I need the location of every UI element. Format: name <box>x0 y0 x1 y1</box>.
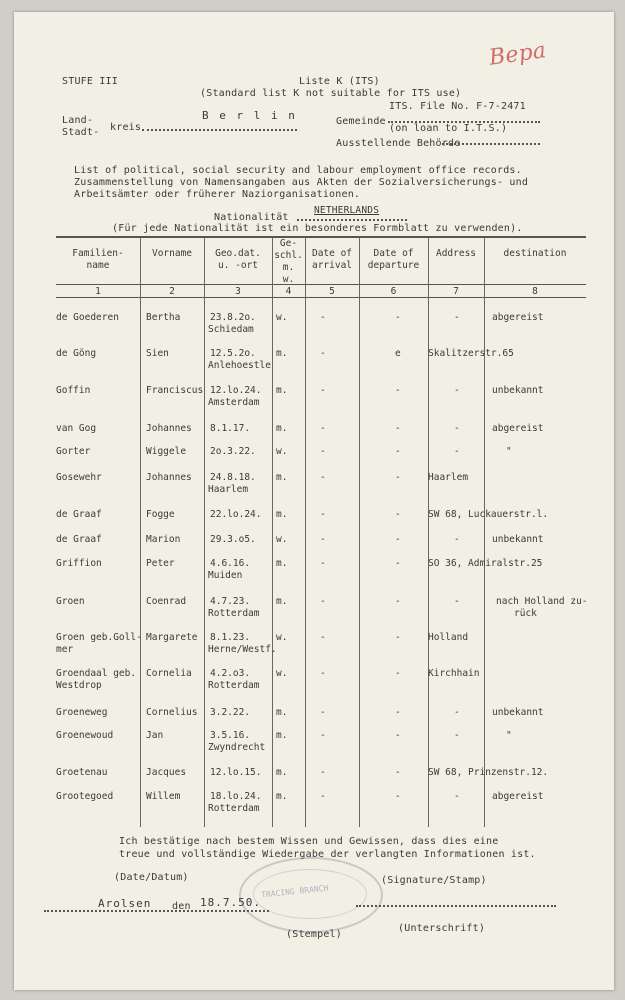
cell-date-departure: - <box>395 312 401 323</box>
cell-familienname: Gorter <box>56 446 91 457</box>
cell-geschlecht: m. <box>276 596 288 607</box>
nationality-note: (Für jede Nationalität ist ein besonderes Formblatt zu verwenden). <box>112 223 523 234</box>
cell-geschlecht: w. <box>276 446 288 457</box>
handwritten-annotation: Bepa <box>487 38 548 71</box>
cell-address: SO 36, Admiralstr.25 <box>428 558 543 569</box>
cell-date-arrival: - <box>320 730 326 741</box>
cell-vorname: Fogge <box>146 509 175 520</box>
cell-destination: " <box>506 446 512 457</box>
cell-geburtsdatum: 4.7.23. <box>210 596 251 607</box>
cell-destination: unbekannt <box>492 385 544 396</box>
cell-date-departure: - <box>395 558 401 569</box>
cell-familienname: de Graaf <box>56 534 102 545</box>
cell-address: Holland <box>428 632 469 643</box>
cell-vorname: Bertha <box>146 312 181 323</box>
column-number-3: 3 <box>235 286 241 297</box>
cell-date-arrival: - <box>320 668 326 679</box>
list-description-de-1: Zusammenstellung von Namensangaben aus Akten der Sozialversicherungs- und <box>74 177 529 188</box>
stamp-text: TRACING BRANCH <box>260 883 329 900</box>
cell-familienname: Grootegoed <box>56 791 114 802</box>
cell-geburtsdatum: 3.5.16. <box>210 730 251 741</box>
cell-vorname: Cornelius <box>146 707 198 718</box>
cell-familienname: Groen <box>56 596 85 607</box>
cell-geschlecht: m. <box>276 509 288 520</box>
cell-date-arrival: - <box>320 509 326 520</box>
cell-vorname: Coenrad <box>146 596 187 607</box>
cell-date-departure: e <box>395 348 401 359</box>
cell-geburtsdatum: 23.8.2o. <box>210 312 256 323</box>
cell-address: - <box>454 423 460 434</box>
cell-geburtsdatum: 3.2.22. <box>210 707 251 718</box>
column-number-6: 6 <box>390 286 397 297</box>
column-divider <box>305 237 306 827</box>
column-divider <box>484 237 485 827</box>
cell-date-departure: - <box>395 509 401 520</box>
cell-geschlecht: m. <box>276 558 288 569</box>
kreis-label: kreis <box>110 122 142 133</box>
cell-geburtsdatum: 18.lo.24. <box>210 791 262 802</box>
nationality-dotted-line <box>297 219 407 221</box>
tracing-branch-stamp <box>239 857 383 933</box>
cell-familienname: Groen geb.Goll- <box>56 632 142 643</box>
cell-geburtsort: Haarlem <box>208 484 249 495</box>
document-page <box>14 12 614 990</box>
cell-vorname: Sien <box>146 348 169 359</box>
cell-date-arrival: - <box>320 348 326 359</box>
cell-destination: abgereist <box>492 791 544 802</box>
cell-familienname: de Göng <box>56 348 97 359</box>
signature-dotted-line <box>356 905 556 907</box>
list-description-de-2: Arbeitsämter oder früherer Naziorganisationen. <box>74 189 361 200</box>
cell-date-departure: - <box>395 632 401 643</box>
land-label: Land- <box>62 115 94 126</box>
cell-address: - <box>454 707 460 718</box>
column-header-5: Date of arrival <box>311 248 353 271</box>
cell-vorname: Johannes <box>146 423 192 434</box>
cell-geschlecht: m. <box>276 791 288 802</box>
cell-date-arrival: - <box>320 558 326 569</box>
cell-address: - <box>454 730 460 741</box>
confirmation-line-2: treue und vollständige Wiedergabe der verlangten Informationen ist. <box>119 849 536 860</box>
ausstellende-label: Ausstellende Behörde <box>336 138 461 149</box>
column-number-8: 8 <box>532 286 538 297</box>
on-loan-note: (on loan to I.T.S.) <box>389 123 508 134</box>
cell-familienname: Gosewehr <box>56 472 102 483</box>
cell-geburtsort: Muiden <box>208 570 243 581</box>
cell-vorname: Johannes <box>146 472 192 483</box>
cell-date-arrival: - <box>320 312 326 323</box>
cell-geschlecht: w. <box>276 312 288 323</box>
date-value: 18.7.50. <box>200 896 261 909</box>
cell-familienname: Goffin <box>56 385 91 396</box>
cell-destination: abgereist <box>492 312 544 323</box>
cell-destination-cont: rück <box>514 608 537 619</box>
cell-date-arrival: - <box>320 446 326 457</box>
cell-date-departure: - <box>395 596 401 607</box>
cell-date-arrival: - <box>320 534 326 545</box>
cell-vorname: Wiggele <box>146 446 187 457</box>
behoerde-dotted-line <box>442 143 540 145</box>
stempel-label: (Stempel) <box>286 929 342 940</box>
cell-geburtsort: Anlehoestle <box>208 360 271 371</box>
cell-date-departure: - <box>395 472 401 483</box>
cell-geschlecht: m. <box>276 767 288 778</box>
liste-subtitle: (Standard list K not suitable for ITS use) <box>200 88 462 99</box>
column-header-7: Address <box>435 248 477 259</box>
table-top-rule <box>56 236 586 238</box>
cell-address: Kirchhain <box>428 668 480 679</box>
cell-address: SW 68, Luckauerstr.l. <box>428 509 549 520</box>
date-label: (Date/Datum) <box>114 872 189 883</box>
cell-date-arrival: - <box>320 767 326 778</box>
cell-geschlecht: m. <box>276 707 288 718</box>
column-number-1: 1 <box>95 286 101 297</box>
cell-address: - <box>454 596 460 607</box>
cell-destination: nach Holland zu- <box>496 596 588 607</box>
cell-familienname: Groeneweg <box>56 707 108 718</box>
cell-familienname: Groendaal geb. <box>56 668 137 679</box>
cell-vorname: Jacques <box>146 767 187 778</box>
column-divider <box>204 237 205 827</box>
cell-geburtsdatum: 22.lo.24. <box>210 509 262 520</box>
cell-geburtsdatum: 2o.3.22. <box>210 446 256 457</box>
cell-address: - <box>454 534 460 545</box>
column-number-5: 5 <box>329 286 335 297</box>
cell-familienname: de Goederen <box>56 312 119 323</box>
cell-date-arrival: - <box>320 423 326 434</box>
cell-date-arrival: - <box>320 707 326 718</box>
cell-geschlecht: m. <box>276 348 288 359</box>
cell-date-arrival: - <box>320 632 326 643</box>
cell-geburtsdatum: 8.1.23. <box>210 632 251 643</box>
cell-date-arrival: - <box>320 791 326 802</box>
column-divider <box>140 237 141 827</box>
signature-label: (Signature/Stamp) <box>381 875 487 886</box>
cell-geburtsdatum: 4.2.o3. <box>210 668 251 679</box>
cell-geburtsdatum: 12.5.2o. <box>210 348 256 359</box>
cell-geschlecht: m. <box>276 423 288 434</box>
cell-geschlecht: m. <box>276 472 288 483</box>
cell-familienname: Griffion <box>56 558 102 569</box>
cell-geburtsdatum: 29.3.o5. <box>210 534 256 545</box>
cell-familienname: van Gog <box>56 423 97 434</box>
cell-geschlecht: m. <box>276 730 288 741</box>
cell-date-departure: - <box>395 668 401 679</box>
cell-familienname: Groenewoud <box>56 730 114 741</box>
kreis-dotted-line <box>142 129 297 131</box>
cell-date-departure: - <box>395 534 401 545</box>
list-description-en: List of political, social security and labour employment office records. <box>74 165 522 176</box>
cell-address: - <box>454 791 460 802</box>
cell-address: SW 68, Prinzenstr.12. <box>428 767 549 778</box>
cell-date-arrival: - <box>320 385 326 396</box>
cell-vorname: Peter <box>146 558 175 569</box>
table-header-rule <box>56 284 586 285</box>
cell-familienname-cont: mer <box>56 644 74 655</box>
cell-geburtsort: Herne/Westf. <box>208 644 277 655</box>
column-divider <box>359 237 360 827</box>
nationality-value: NETHERLANDS <box>314 205 380 216</box>
column-number-7: 7 <box>453 286 459 297</box>
cell-vorname: Cornelia <box>146 668 192 679</box>
cell-geburtsort: Rotterdam <box>208 608 260 619</box>
cell-geburtsdatum: 12.lo.15. <box>210 767 262 778</box>
date-dotted-line <box>44 910 269 912</box>
cell-geburtsort: Amsterdam <box>208 397 260 408</box>
cell-geburtsort: Zwyndrecht <box>208 742 266 753</box>
cell-geschlecht: m. <box>276 385 288 396</box>
cell-date-arrival: - <box>320 596 326 607</box>
liste-title: Liste K (ITS) <box>299 76 380 87</box>
cell-geburtsdatum: 24.8.18. <box>210 472 256 483</box>
column-header-3: Geo.dat. u. -ort <box>215 248 261 271</box>
nationalitaet-label: Nationalität <box>214 212 289 223</box>
cell-address: - <box>454 446 460 457</box>
column-header-8: destination <box>503 248 567 259</box>
cell-vorname: Willem <box>146 791 181 802</box>
stadt-label: Stadt- <box>62 127 100 138</box>
cell-vorname: Margarete <box>146 632 198 643</box>
gemeinde-label: Gemeinde <box>336 116 386 127</box>
unterschrift-label: (Unterschrift) <box>398 923 486 934</box>
column-header-1: Familien- name <box>72 248 124 271</box>
column-header-6: Date of departure <box>367 248 420 271</box>
cell-address: Haarlem <box>428 472 469 483</box>
cell-familienname: de Graaf <box>56 509 102 520</box>
cell-date-departure: - <box>395 423 401 434</box>
cell-geburtsort: Schiedam <box>208 324 254 335</box>
column-divider <box>428 237 429 827</box>
cell-destination: unbekannt <box>492 534 544 545</box>
cell-date-departure: - <box>395 385 401 396</box>
cell-geschlecht: w. <box>276 534 288 545</box>
den-label: den <box>172 901 191 912</box>
cell-geburtsdatum: 8.1.17. <box>210 423 251 434</box>
column-header-4: Ge- schl. m. w. <box>274 238 303 285</box>
column-header-2: Vorname <box>151 248 193 259</box>
cell-geburtsdatum: 4.6.16. <box>210 558 251 569</box>
stufe-label: STUFE III <box>62 76 118 87</box>
cell-destination: " <box>506 730 512 741</box>
cell-geburtsdatum: 12.lo.24. <box>210 385 262 396</box>
cell-familienname-cont: Westdrop <box>56 680 102 691</box>
cell-vorname: Jan <box>146 730 164 741</box>
cell-destination: abgereist <box>492 423 544 434</box>
cell-date-departure: - <box>395 791 401 802</box>
cell-address: - <box>454 312 460 323</box>
cell-date-departure: - <box>395 707 401 718</box>
cell-geschlecht: w. <box>276 668 288 679</box>
cell-familienname: Groetenau <box>56 767 108 778</box>
place-value: Arolsen <box>98 897 152 910</box>
cell-vorname: Franciscus <box>146 385 204 396</box>
cell-date-departure: - <box>395 446 401 457</box>
kreis-value: B e r l i n <box>202 109 297 122</box>
column-divider <box>272 237 273 827</box>
cell-vorname: Marion <box>146 534 181 545</box>
cell-date-departure: - <box>395 767 401 778</box>
column-number-2: 2 <box>169 286 175 297</box>
its-file-number: ITS. File No. F-7-2471 <box>389 101 526 112</box>
cell-address: - <box>454 385 460 396</box>
cell-date-arrival: - <box>320 472 326 483</box>
cell-geburtsort: Rotterdam <box>208 680 260 691</box>
cell-geburtsort: Rotterdam <box>208 803 260 814</box>
column-number-4: 4 <box>285 286 292 297</box>
cell-destination: unbekannt <box>492 707 544 718</box>
cell-address: Skalitzerstr.65 <box>428 348 514 359</box>
cell-date-departure: - <box>395 730 401 741</box>
cell-geschlecht: w. <box>276 632 288 643</box>
confirmation-line-1: Ich bestätige nach bestem Wissen und Gewissen, dass dies eine <box>119 836 499 847</box>
